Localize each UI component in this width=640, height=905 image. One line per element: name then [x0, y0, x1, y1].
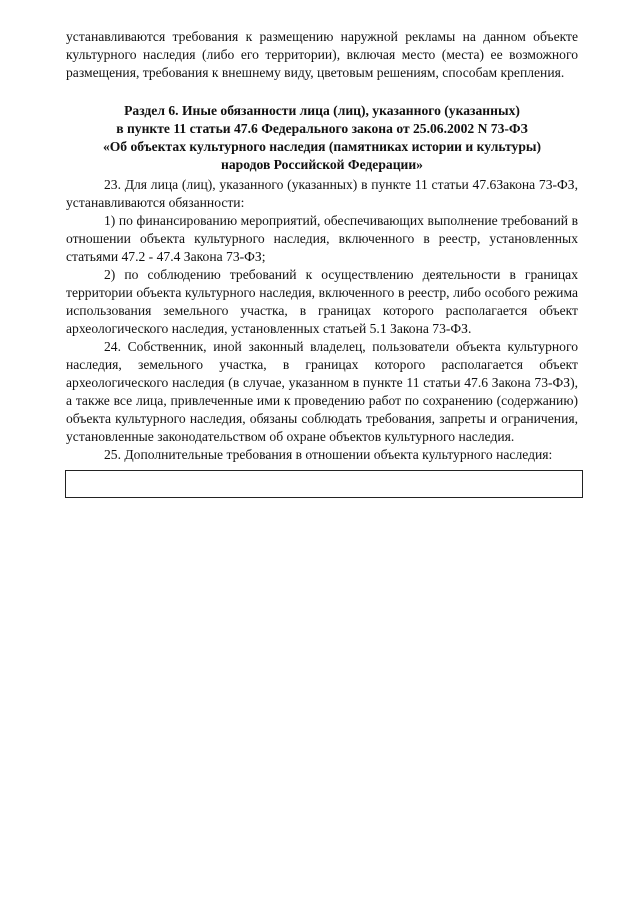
section-6-heading-line-4: народов Российской Федерации»	[221, 157, 423, 172]
intro-paragraph: устанавливаются требования к размещению наружной рекламы на данном объекте культурного наследия (либо его территории), включая место (места) ее возможного размещения, требования к внешнему виду, цветовым решениям, способам крепления.	[66, 29, 578, 80]
section-6-heading-line-3: «Об объектах культурного наследия (памятниках истории и культуры)	[102, 139, 542, 154]
section-6-heading-line-1: Раздел 6. Иные обязанности лица (лиц), указанного (указанных)	[124, 103, 520, 118]
paragraph-25: 25. Дополнительные требования в отношении объекта культурного наследия:	[104, 447, 553, 462]
paragraph-24: 24. Собственник, иной законный владелец, пользователи объекта культурного наследия, земельного участка, в границах которого располагается объект археологического наследия (в случае, указанном в пункте 11 статьи 47.6 Закона 73-ФЗ), а также все лица, привлеченные ими к проведению работ по сохранению (содержанию) объекта культурного наследия, обязаны соблюдать требования, запреты и ограничения, установленные законодательством об охране объектов культурного наследия.	[66, 339, 578, 444]
paragraph-23: 23. Для лица (лиц), указанного (указанных) в пункте 11 статьи 47.6Закона 73-ФЗ, устанавливаются обязанности:	[66, 177, 578, 210]
additional-requirements-box	[65, 470, 583, 498]
section-6-heading	[66, 102, 578, 174]
section-6-heading-line-2: в пункте 11 статьи 47.6 Федерального закона от 25.06.2002 N 73-ФЗ	[116, 121, 528, 136]
paragraph-23-item-2: 2) по соблюдению требований к осуществлению деятельности в границах территории объекта культурного наследия, включенного в реестр, либо особого режима использования земельного участка, в границах которого располагается объект археологического наследия, установленных статьей 5.1 Закона 73-ФЗ.	[66, 267, 578, 336]
paragraph-23-item-1: 1) по финансированию мероприятий, обеспечивающих выполнение требований в отношении объекта культурного наследия, включенного в реестр, установленных статьями 47.2 - 47.4 Закона 73-ФЗ;	[66, 213, 578, 264]
document-page	[66, 28, 578, 498]
